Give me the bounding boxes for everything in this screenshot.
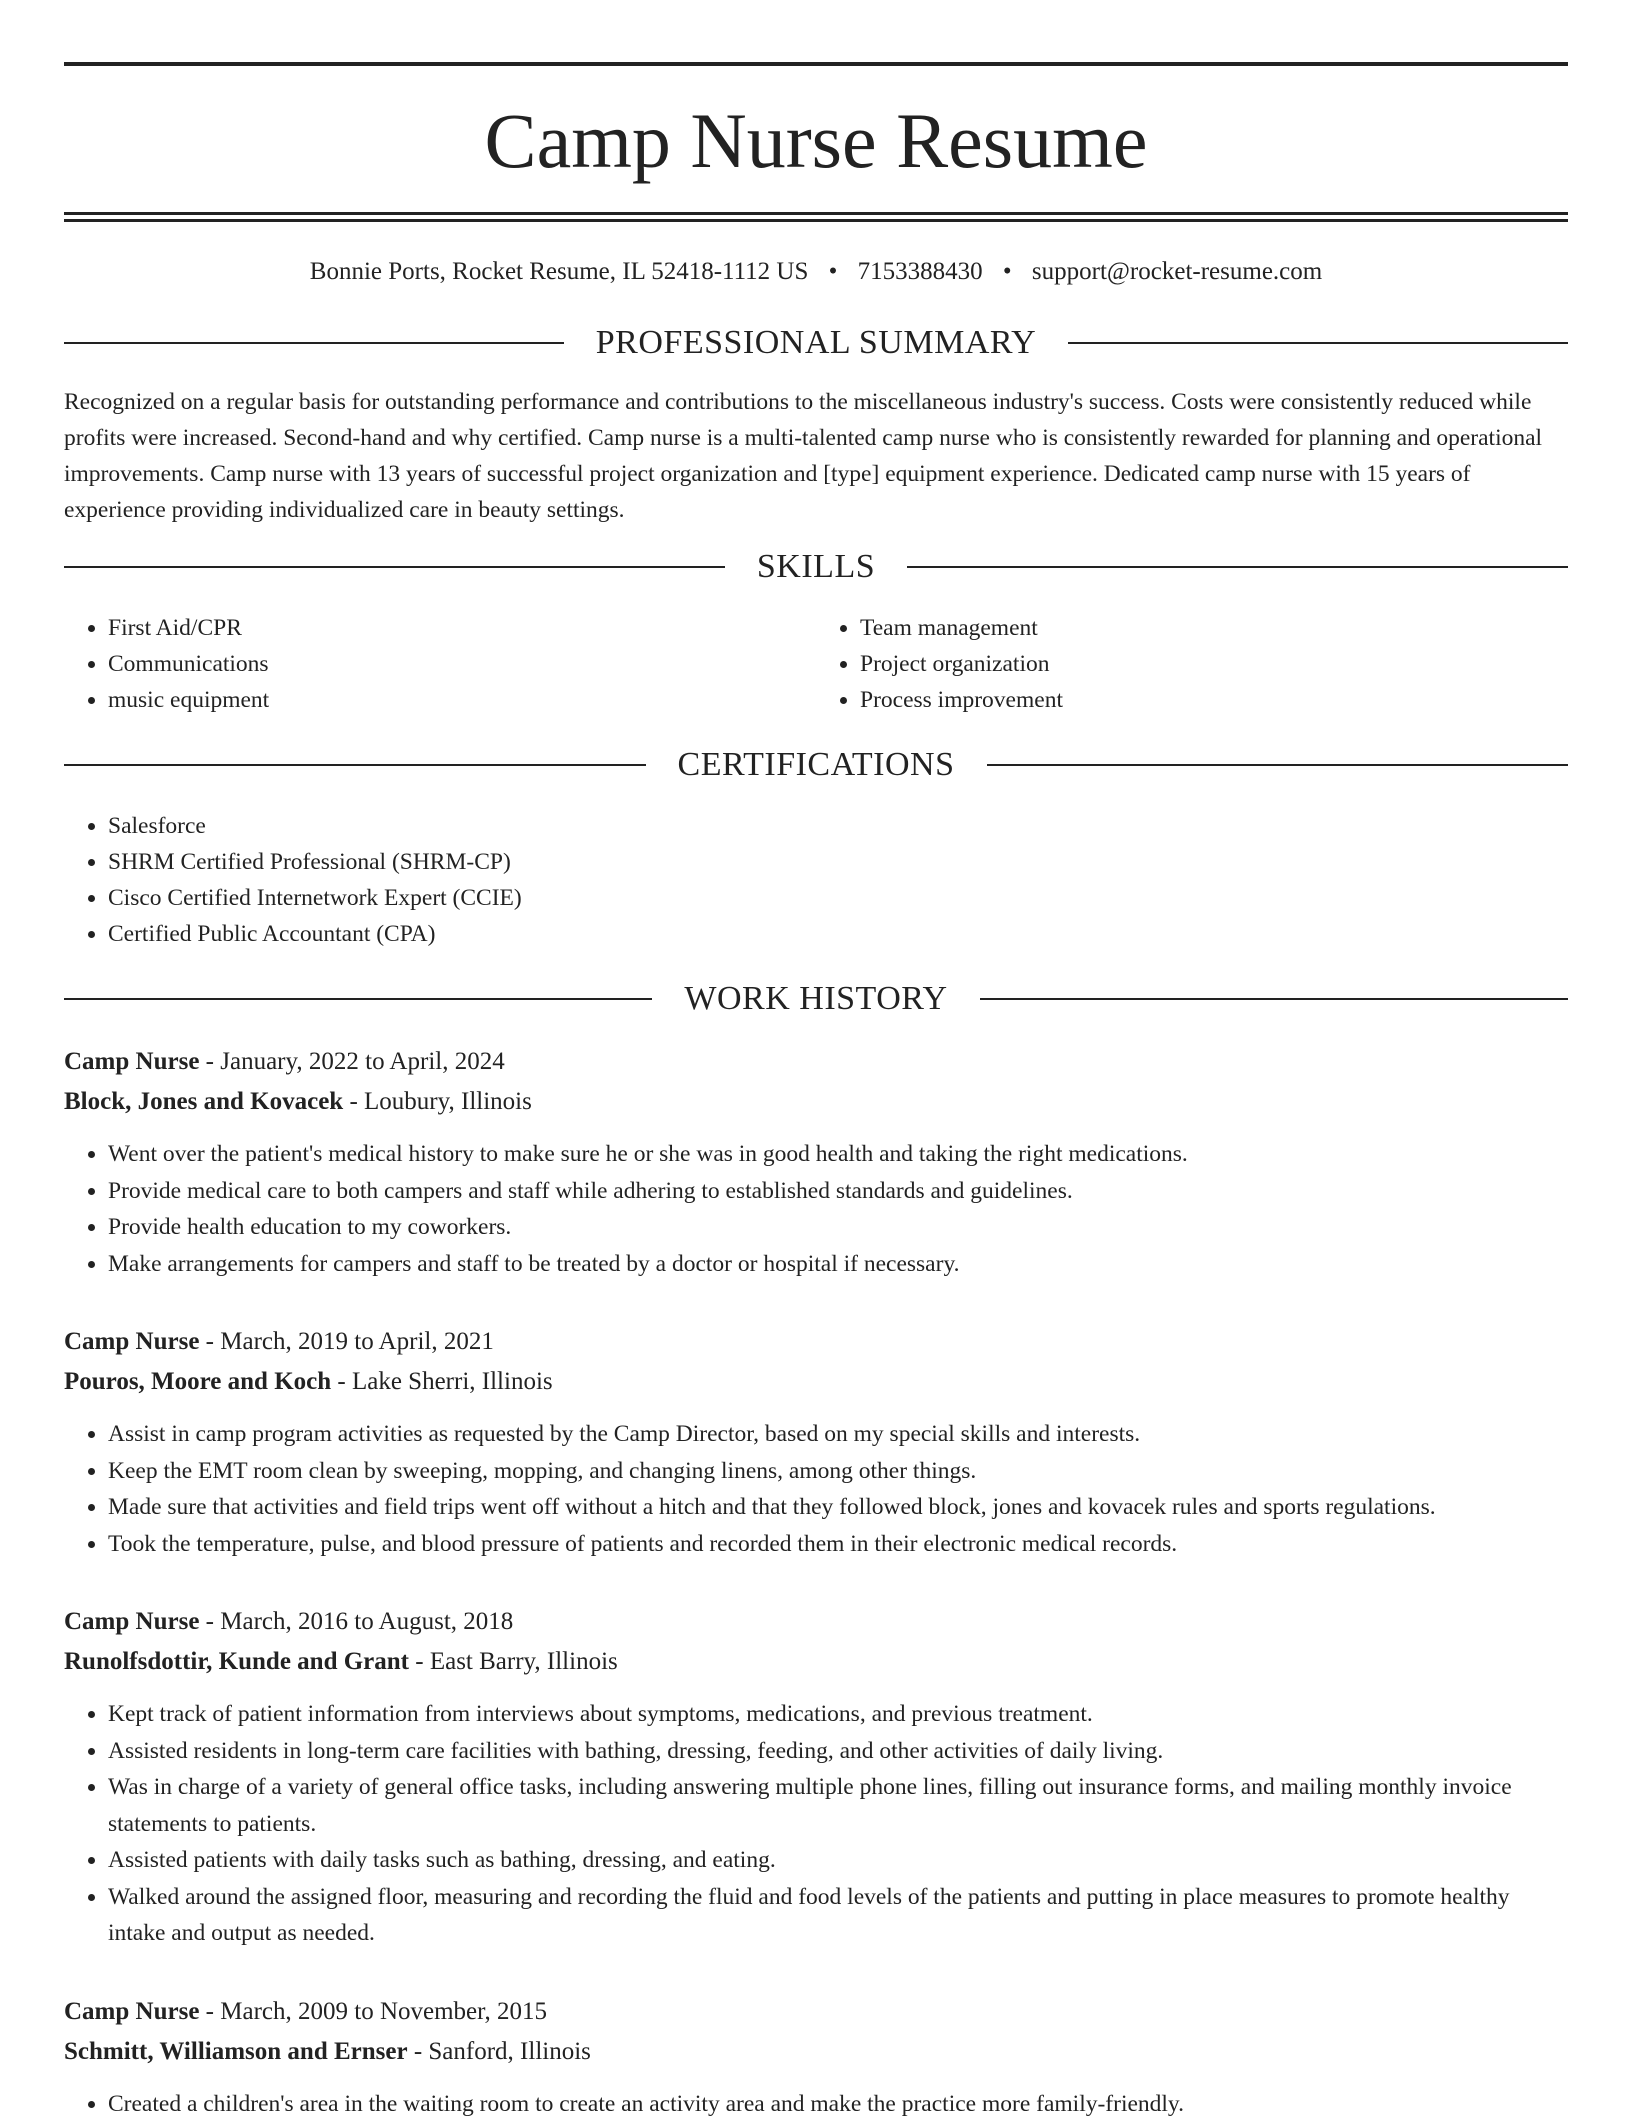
job-company: Pouros, Moore and Koch: [64, 1368, 331, 1395]
work-history-heading: [64, 980, 1568, 1018]
job-title: Camp Nurse: [64, 1328, 199, 1355]
job-bullet: • Created a children's area in the waiting room to create an activity area and make the practice more family-friendly.: [108, 2086, 1568, 2122]
work-history-heading-label: WORK HISTORY: [684, 980, 947, 1018]
job-bullet: • Provide health education to my coworkers.: [108, 1209, 1568, 1246]
job-dates: - January, 2022 to April, 2024: [199, 1048, 504, 1075]
skill-item: • Team management: [860, 610, 1568, 646]
skill-item: • Communications: [108, 646, 816, 682]
job-entry: [64, 1042, 1568, 1282]
job-location: - Sanford, Illinois: [408, 2038, 591, 2065]
job-title-line: [64, 1322, 1568, 1362]
job-bullet: • Went over the patient's medical history to make sure he or she was in good health and taking the right medications.: [108, 1136, 1568, 1173]
heading-rule-right: [907, 566, 1568, 568]
job-title-line: [64, 1042, 1568, 1082]
job-bullet: • Walked around the assigned floor, measuring and recording the fluid and food levels of the patients and putting in place measures to promote healthy intake and output as needed.: [108, 1879, 1568, 1952]
resume-title: Camp Nurse Resume: [64, 102, 1568, 180]
title-bottom-double-rule: [64, 212, 1568, 222]
summary-heading: [64, 324, 1568, 362]
skill-item: • music equipment: [108, 682, 816, 718]
job-company-line: [64, 1642, 1568, 1682]
skills-heading-label: SKILLS: [757, 548, 875, 586]
job-title-line: [64, 1992, 1568, 2032]
heading-rule-right: [1068, 342, 1568, 344]
certifications-heading-label: CERTIFICATIONS: [678, 746, 955, 784]
job-entry: [64, 1322, 1568, 1562]
resume-page: [64, 0, 1568, 2122]
skill-item: • Project organization: [860, 646, 1568, 682]
contact-phone: 7153388430: [858, 258, 983, 285]
job-entry: [64, 1992, 1568, 2122]
job-company-line: [64, 2032, 1568, 2072]
skills-column-left: [64, 610, 816, 718]
job-bullet: • Took the temperature, pulse, and blood pressure of patients and recorded them in their electronic medical records.: [108, 1526, 1568, 1563]
job-location: - Lake Sherri, Illinois: [331, 1368, 552, 1395]
heading-rule-left: [64, 764, 646, 766]
title-top-rule: [64, 62, 1568, 66]
job-location: - Loubury, Illinois: [343, 1088, 532, 1115]
certifications-list: [64, 808, 1568, 952]
skill-item: • First Aid/CPR: [108, 610, 816, 646]
job-company: Schmitt, Williamson and Ernser: [64, 2038, 408, 2065]
job-company: Runolfsdottir, Kunde and Grant: [64, 1648, 409, 1675]
job-dates: - March, 2016 to August, 2018: [199, 1608, 513, 1635]
job-dates: - March, 2009 to November, 2015: [199, 1998, 547, 2025]
certification-item: • SHRM Certified Professional (SHRM-CP): [108, 844, 1568, 880]
job-entry: [64, 1602, 1568, 1952]
job-bullets: [64, 1416, 1568, 1562]
job-bullets: [64, 2086, 1568, 2122]
heading-rule-left: [64, 998, 652, 1000]
job-bullet: • Assisted residents in long-term care facilities with bathing, dressing, feeding, and other activities of daily living.: [108, 1733, 1568, 1770]
job-company-line: [64, 1082, 1568, 1122]
job-bullet: • Was in charge of a variety of general office tasks, including answering multiple phone lines, filling out insurance forms, and mailing monthly invoice statements to patients.: [108, 1769, 1568, 1842]
job-bullet: • Assisted patients with daily tasks such as bathing, dressing, and eating.: [108, 1842, 1568, 1879]
contact-address: Bonnie Ports, Rocket Resume, IL 52418-1112 US: [310, 258, 809, 285]
contact-separator: •: [829, 258, 838, 285]
contact-separator: •: [1003, 258, 1012, 285]
job-title-line: [64, 1602, 1568, 1642]
heading-rule-right: [980, 998, 1568, 1000]
certification-item: • Salesforce: [108, 808, 1568, 844]
job-title: Camp Nurse: [64, 1998, 199, 2025]
job-bullet: • Keep the EMT room clean by sweeping, mopping, and changing linens, among other things.: [108, 1453, 1568, 1490]
job-bullet: • Make arrangements for campers and staff to be treated by a doctor or hospital if necessary.: [108, 1246, 1568, 1283]
job-title: Camp Nurse: [64, 1608, 199, 1635]
certification-item: • Certified Public Accountant (CPA): [108, 916, 1568, 952]
job-company-line: [64, 1362, 1568, 1402]
contact-line: [64, 258, 1568, 286]
job-dates: - March, 2019 to April, 2021: [199, 1328, 493, 1355]
skills-list: [64, 610, 1568, 718]
job-company: Block, Jones and Kovacek: [64, 1088, 343, 1115]
heading-rule-left: [64, 566, 725, 568]
heading-rule-left: [64, 342, 564, 344]
summary-text: Recognized on a regular basis for outstanding performance and contributions to the miscellaneous industry's success. Costs were consistently reduced while profits were increased. Second-hand and why certified. Camp nurse is a multi-talented camp nurse who is consistently rewarded for planning and operational improvements. Camp nurse with 13 years of successful project organization and [type] equipment experience. Dedicated camp nurse with 15 years of experience providing individualized care in beauty settings.: [64, 384, 1568, 528]
contact-email: support@rocket-resume.com: [1032, 258, 1322, 285]
job-bullet: • Assist in camp program activities as requested by the Camp Director, based on my special skills and interests.: [108, 1416, 1568, 1453]
job-bullets: [64, 1696, 1568, 1952]
certifications-heading: [64, 746, 1568, 784]
summary-heading-label: PROFESSIONAL SUMMARY: [596, 324, 1036, 362]
job-bullet: • Provide medical care to both campers and staff while adhering to established standards and guidelines.: [108, 1173, 1568, 1210]
skills-heading: [64, 548, 1568, 586]
job-bullet: • Kept track of patient information from interviews about symptoms, medications, and previous treatment.: [108, 1696, 1568, 1733]
heading-rule-right: [987, 764, 1569, 766]
certification-item: • Cisco Certified Internetwork Expert (CCIE): [108, 880, 1568, 916]
job-bullet: • Made sure that activities and field trips went off without a hitch and that they followed block, jones and kovacek rules and sports regulations.: [108, 1489, 1568, 1526]
skill-item: • Process improvement: [860, 682, 1568, 718]
job-bullets: [64, 1136, 1568, 1282]
job-title: Camp Nurse: [64, 1048, 199, 1075]
skills-column-right: [816, 610, 1568, 718]
job-location: - East Barry, Illinois: [409, 1648, 618, 1675]
